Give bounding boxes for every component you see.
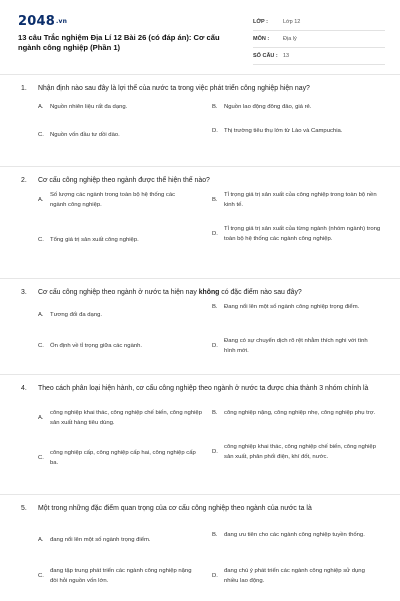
option-letter: C.	[38, 132, 44, 138]
option-text: Ổn định về tỉ trọng giữa các ngành.	[50, 343, 143, 349]
option-text: đang nổi lên một số ngành trọng điểm.	[50, 537, 151, 543]
option-text: công nghiệp nặng, công nghiệp nhẹ, công nghiệp phụ trợ.	[224, 410, 376, 416]
option-a[interactable]	[38, 409, 208, 428]
option-text: công nghiệp khai thác, công nghiệp chế biến, công nghiệp sản xuất, phân phối điện, khí đốt, nước.	[224, 444, 376, 460]
option-text: Tỉ trọng giá trị sản xuất của từng ngành (nhóm ngành) trong toàn bộ hệ thống các ngành công nghiệp.	[224, 226, 381, 242]
question-text	[21, 84, 386, 94]
question-body: Theo cách phân loại hiện hành, cơ cấu công nghiệp theo ngành ở nước ta được chia thành 3 nhóm chính là	[38, 385, 369, 392]
option-letter: B.	[212, 104, 218, 110]
question-text	[21, 504, 376, 514]
site-logo[interactable]	[18, 14, 67, 29]
question-1	[0, 74, 400, 167]
option-text: công nghiệp cấp, công nghiệp cấp hai, công nghiệp cấp ba.	[50, 450, 196, 466]
option-letter: B.	[212, 196, 218, 203]
option-text: Nguồn nhiên liệu rất đa dạng.	[50, 104, 128, 110]
option-text: Tỉ trọng giá trị sản xuất của công nghiệp trong toàn bộ nền kinh tế.	[224, 192, 377, 208]
option-text: Đang nổi lên một số ngành công nghiệp trọng điểm.	[224, 304, 360, 310]
question-body-end: có đặc điểm nào sau đây?	[219, 289, 302, 296]
option-letter: C.	[38, 343, 44, 349]
meta-row-subject	[253, 31, 385, 48]
option-d[interactable]	[212, 443, 377, 462]
option-a[interactable]	[38, 536, 213, 546]
option-a[interactable]	[38, 311, 213, 321]
option-letter: A.	[38, 196, 44, 203]
option-letter: B.	[212, 532, 218, 538]
option-a[interactable]	[38, 191, 188, 210]
option-letter: D.	[212, 448, 218, 455]
option-text: Đang có sự chuyển dịch rõ rệt nhằm thích nghi với tình hình mới.	[224, 338, 368, 354]
option-b[interactable]	[212, 409, 377, 419]
option-letter: D.	[212, 572, 218, 579]
option-c[interactable]	[38, 131, 213, 141]
page-header	[0, 0, 400, 62]
option-letter: A.	[38, 414, 44, 421]
logo-tld: .vn	[55, 18, 68, 25]
option-letter: D.	[212, 230, 218, 237]
meta-label: SỐ CÂU :	[253, 53, 278, 59]
question-3	[0, 278, 400, 375]
question-body: Nhận định nào sau đây là lợi thế của nước ta trong việc phát triển công nghiệp hiện nay?	[38, 85, 310, 92]
option-text: Nguồn lao động đông đảo, giá rẻ.	[224, 104, 312, 110]
logo-main: 2048	[18, 14, 55, 29]
question-text	[21, 384, 376, 394]
option-b[interactable]	[212, 103, 387, 113]
option-b[interactable]	[212, 303, 372, 313]
meta-label: LỚP :	[253, 19, 268, 25]
option-letter: C.	[38, 454, 44, 461]
option-letter: C.	[38, 572, 44, 579]
option-c[interactable]	[38, 449, 198, 468]
question-emphasis: không	[198, 289, 220, 296]
option-d[interactable]	[212, 225, 382, 244]
question-number: 2.	[21, 177, 27, 184]
option-text: Tương đối đa dạng.	[50, 312, 103, 318]
question-body: Cơ cấu công nghiệp theo ngành được thể hiện thế nào?	[38, 177, 210, 184]
option-text: công nghiệp khai thác, công nghiệp chế biến, công nghiệp sản xuất hàng tiêu dùng.	[50, 410, 202, 426]
option-letter: C.	[38, 237, 44, 243]
option-text: Thị trường tiêu thụ lớn từ Lào và Campuchia.	[224, 128, 343, 134]
option-d[interactable]	[212, 567, 372, 586]
question-2	[0, 166, 400, 279]
page-title: 13 câu Trắc nghiệm Địa Lí 12 Bài 26 (có đáp án): Cơ cấu ngành công nghiệp (Phần 1)	[18, 33, 220, 52]
meta-label: MÔN :	[253, 36, 270, 42]
option-b[interactable]	[212, 531, 372, 541]
option-c[interactable]	[38, 236, 213, 246]
question-body: Một trong những đặc điểm quan trọng của cơ cấu công nghiệp theo ngành của nước ta là	[38, 505, 312, 512]
meta-row-class	[253, 14, 385, 31]
question-text	[21, 176, 386, 186]
option-letter: B.	[212, 410, 218, 416]
question-number: 5.	[21, 505, 27, 512]
question-text	[21, 288, 386, 298]
question-body: Cơ cấu công nghiệp theo ngành ở nước ta hiện nay	[38, 289, 199, 296]
option-letter: A.	[38, 104, 44, 110]
option-d[interactable]	[212, 127, 377, 137]
meta-value: Địa lý	[283, 36, 297, 42]
option-a[interactable]	[38, 103, 213, 113]
option-letter: A.	[38, 312, 44, 318]
question-5	[0, 494, 400, 601]
question-4	[0, 374, 400, 495]
option-c[interactable]	[38, 567, 198, 586]
option-letter: B.	[212, 304, 218, 310]
option-d[interactable]	[212, 337, 377, 356]
option-text: Nguồn vốn đầu tư dồi dào.	[50, 132, 120, 138]
option-letter: A.	[38, 537, 44, 543]
option-text: Tổng giá trị sản xuất công nghiệp.	[50, 237, 139, 243]
meta-value: Lớp 12	[283, 19, 301, 25]
meta-row-count	[253, 48, 385, 65]
meta-value: 13	[283, 53, 290, 59]
option-text: Số lượng các ngành trong toàn bộ hệ thống các ngành công nghiệp.	[50, 192, 176, 208]
question-number: 4.	[21, 385, 27, 392]
option-letter: D.	[212, 128, 218, 134]
option-c[interactable]	[38, 342, 213, 352]
option-text: đang chú ý phát triển các ngành công nghiệp sử dụng nhiều lao động.	[224, 568, 365, 584]
option-b[interactable]	[212, 191, 377, 210]
quiz-meta-table	[253, 14, 385, 65]
question-number: 1.	[21, 85, 27, 92]
option-letter: D.	[212, 342, 218, 349]
question-number: 3.	[21, 289, 27, 296]
option-text: đang ưu tiên cho các ngành công nghiệp tuyền thống.	[224, 532, 365, 538]
option-text: đang tập trung phát triển các ngành công nghiệp nặng đòi hỏi nguồn vốn lớn.	[50, 568, 192, 584]
